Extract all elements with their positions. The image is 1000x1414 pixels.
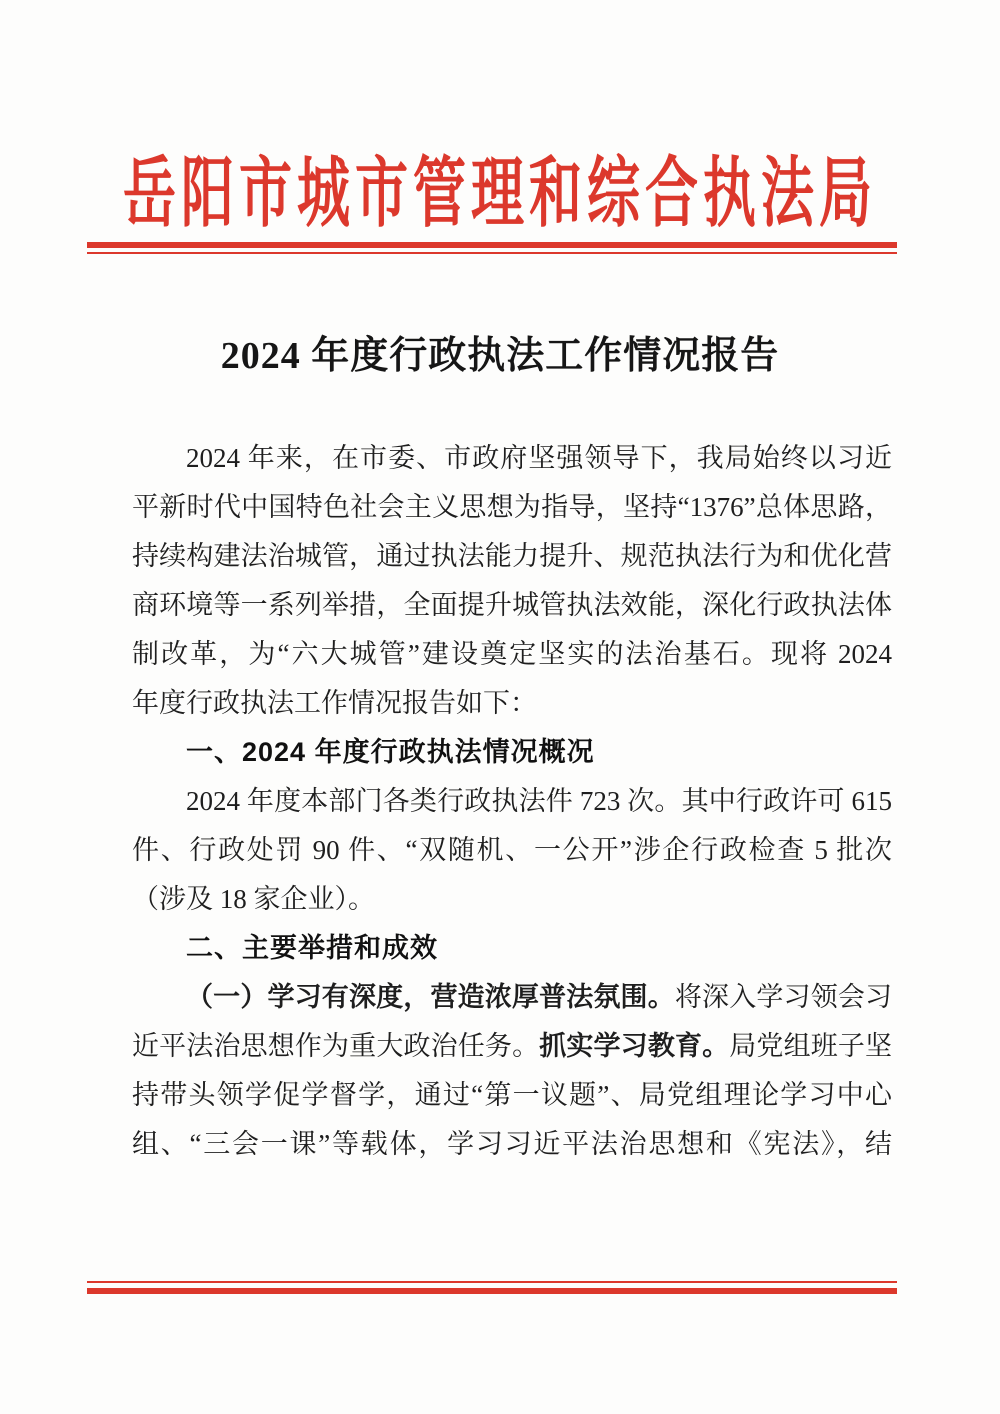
body-line bbox=[132, 1022, 892, 1071]
body-line bbox=[132, 679, 892, 728]
header-rule-thick bbox=[87, 242, 897, 248]
letterhead-title: 岳阳市城市管理和综合执法局 bbox=[123, 152, 877, 238]
body-text: 制改革，为“六大城管”建设奠定坚实的法治基石。现将 2024 bbox=[132, 639, 892, 669]
body-text: 组、“三会一课”等载体，学习习近平法治思想和《宪法》，结 bbox=[132, 1129, 892, 1159]
footer-rule-thin bbox=[87, 1281, 897, 1283]
emphasis-text: 一、2024 年度行政执法情况概况 bbox=[186, 737, 595, 767]
section-heading bbox=[132, 924, 892, 973]
body-line bbox=[132, 973, 892, 1022]
document-body bbox=[132, 434, 892, 1169]
document-title: 2024 年度行政执法工作情况报告 bbox=[220, 335, 780, 377]
body-line bbox=[132, 630, 892, 679]
body-text: 商环境等一系列举措，全面提升城管执法效能，深化行政执法体 bbox=[132, 590, 892, 620]
body-text: 持带头领学促学督学，通过“第一议题”、局党组理论学习中心 bbox=[132, 1080, 892, 1110]
body-line bbox=[132, 777, 892, 826]
body-line bbox=[132, 826, 892, 875]
body-line bbox=[132, 1071, 892, 1120]
body-line bbox=[132, 532, 892, 581]
body-text: 件、行政处罚 90 件、“双随机、一公开”涉企行政检查 5 批次 bbox=[132, 835, 892, 865]
emphasis-text: 抓实学习教育。 bbox=[539, 1031, 730, 1061]
emphasis-text: （一）学习有深度，营造浓厚普法氛围。 bbox=[186, 982, 675, 1012]
body-line bbox=[132, 1120, 892, 1169]
header-rule-thin bbox=[87, 252, 897, 254]
body-line bbox=[132, 581, 892, 630]
body-text: 2024 年度本部门各类行政执法件 723 次。其中行政许可 615 bbox=[186, 786, 892, 816]
body-text: 将深入学习领会习 bbox=[674, 982, 892, 1012]
body-text: 局党组班子坚 bbox=[729, 1031, 892, 1061]
body-line bbox=[132, 875, 892, 924]
body-text: 近平法治思想作为重大政治任务。 bbox=[132, 1031, 540, 1061]
body-text: 持续构建法治城管，通过执法能力提升、规范执法行为和优化营 bbox=[132, 541, 892, 571]
footer-rule-thick bbox=[87, 1288, 897, 1294]
body-text: 平新时代中国特色社会主义思想为指导，坚持“1376”总体思路， bbox=[132, 492, 892, 522]
emphasis-text: 二、主要举措和成效 bbox=[186, 933, 438, 963]
body-line bbox=[132, 434, 892, 483]
body-line bbox=[132, 483, 892, 532]
body-text: （涉及 18 家企业）。 bbox=[132, 884, 375, 914]
body-text: 年度行政执法工作情况报告如下： bbox=[132, 688, 537, 718]
body-text: 2024 年来，在市委、市政府坚强领导下，我局始终以习近 bbox=[186, 443, 892, 473]
section-heading bbox=[132, 728, 892, 777]
